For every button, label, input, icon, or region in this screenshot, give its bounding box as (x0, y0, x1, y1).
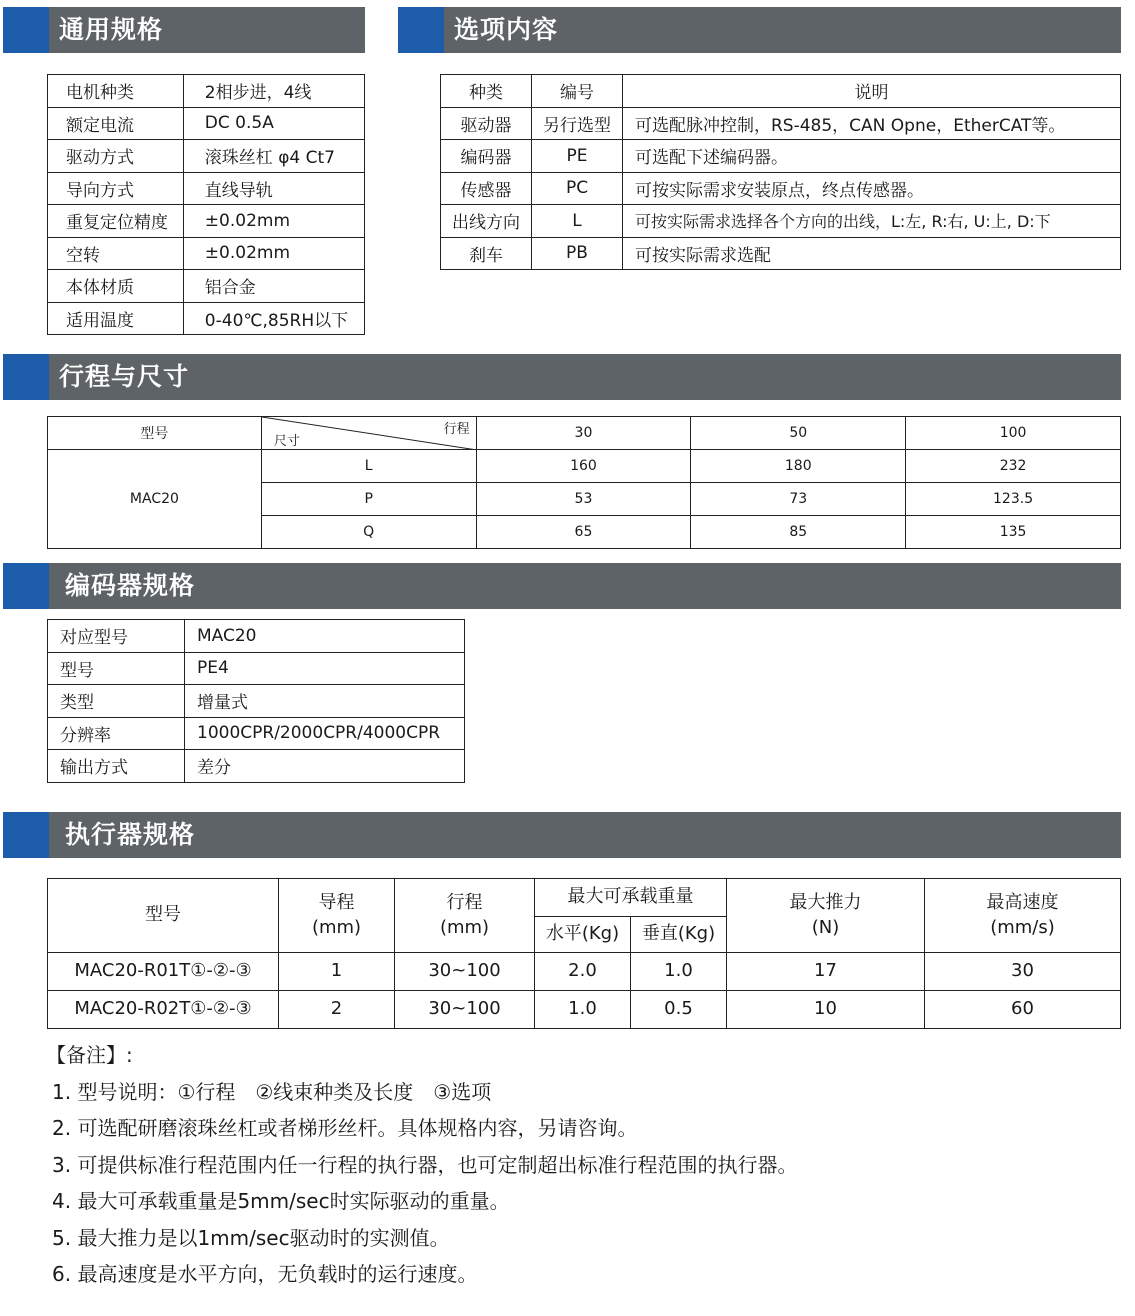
table-row (441, 205, 1121, 238)
column-header: 说明 (623, 75, 1121, 108)
table-row (48, 270, 365, 303)
table-row (48, 205, 365, 238)
section-header-stroke (3, 354, 1121, 400)
section-header-options (398, 7, 1121, 53)
actuator-load-horizontal: 1.0 (535, 991, 631, 1029)
spec-value: PE4 (185, 652, 465, 685)
options-table (440, 74, 1121, 270)
stroke-unit: (mm) (439, 916, 490, 938)
actuator-speed: 60 (925, 991, 1121, 1029)
model-cell: MAC20 (48, 450, 262, 549)
actuator-speed: 30 (925, 953, 1121, 991)
table-row (48, 620, 465, 653)
table-row (48, 652, 465, 685)
actuator-lead: 1 (279, 953, 395, 991)
actuator-lead: 2 (279, 991, 395, 1029)
dimension-value: 180 (691, 450, 906, 483)
stroke-header: 30 (476, 417, 691, 450)
column-header-max-load: 最大可承载重量 (535, 879, 727, 917)
table-row (441, 140, 1121, 173)
actuator-model: MAC20-R02T①-②-③ (48, 991, 279, 1029)
table-row (48, 302, 365, 335)
note-item: 3. 可提供标准行程范围内任一行程的执行器，也可定制超出标准行程范围的执行器。 (52, 1152, 798, 1177)
spec-key: 型号 (48, 652, 185, 685)
option-desc: 可选配脉冲控制，RS-485，CAN Opne，EtherCAT等。 (623, 107, 1121, 140)
table-row (48, 717, 465, 750)
column-header: 种类 (441, 75, 532, 108)
table-row (48, 107, 365, 140)
spec-value: 0-40℃,85RH以下 (183, 302, 364, 335)
header-accent (398, 7, 444, 53)
dimension-value: 123.5 (906, 483, 1121, 516)
column-header-force (727, 879, 925, 953)
note-item: 1. 型号说明：①行程 ②线束种类及长度 ③选项 (52, 1079, 492, 1104)
table-row (48, 237, 365, 270)
table-row (441, 237, 1121, 270)
actuator-spec-table (47, 878, 1121, 1029)
stroke-label: 行程 (446, 892, 483, 914)
spec-key: 对应型号 (48, 620, 185, 653)
option-kind: 刹车 (441, 237, 532, 270)
force-unit: (N) (811, 916, 840, 938)
section-title: 选项内容 (454, 15, 559, 44)
option-desc: 可按实际需求安装原点，终点传感器。 (623, 172, 1121, 205)
table-row (441, 172, 1121, 205)
option-desc: 可按实际需求选配 (623, 237, 1121, 270)
dimension-label: L (261, 450, 476, 483)
table-row (48, 450, 1121, 483)
column-header-model: 型号 (48, 417, 262, 450)
spec-key: 导向方式 (48, 172, 184, 205)
table-row (48, 685, 465, 718)
spec-key: 分辨率 (48, 717, 185, 750)
option-code: 另行选型 (532, 107, 623, 140)
spec-key: 驱动方式 (48, 140, 184, 173)
table-row (48, 750, 465, 783)
actuator-stroke: 30~100 (395, 953, 535, 991)
diag-label-dimension: 尺寸 (273, 434, 300, 449)
spec-value: 2相步进，4线 (183, 75, 364, 108)
note-item: 6. 最高速度是水平方向，无负载时的运行速度。 (52, 1262, 478, 1286)
header-accent (3, 354, 49, 400)
stroke-header: 100 (906, 417, 1121, 450)
column-header-load-horizontal: 水平(Kg) (535, 917, 631, 953)
table-row (48, 953, 1121, 991)
spec-key: 本体材质 (48, 270, 184, 303)
option-code: PB (532, 237, 623, 270)
notes-block (46, 1040, 797, 1296)
speed-unit: (mm/s) (990, 916, 1055, 938)
spec-value: MAC20 (185, 620, 465, 653)
option-kind: 传感器 (441, 172, 532, 205)
spec-value: 滚珠丝杠 φ4 Ct7 (183, 140, 364, 173)
option-kind: 驱动器 (441, 107, 532, 140)
actuator-model: MAC20-R01T①-②-③ (48, 953, 279, 991)
dimension-label: P (261, 483, 476, 516)
header-accent (3, 563, 49, 609)
notes-title: 【备注】: (46, 1043, 133, 1067)
table-row (48, 991, 1121, 1029)
dimension-value: 65 (476, 516, 691, 549)
actuator-load-vertical: 0.5 (631, 991, 727, 1029)
header-accent (3, 7, 49, 53)
spec-key: 类型 (48, 685, 185, 718)
option-code: PC (532, 172, 623, 205)
spec-value: ±0.02mm (183, 205, 364, 238)
stroke-header: 50 (691, 417, 906, 450)
actuator-force: 17 (727, 953, 925, 991)
dimension-value: 73 (691, 483, 906, 516)
column-header-speed (925, 879, 1121, 953)
dimension-value: 135 (906, 516, 1121, 549)
stroke-dimension-table (47, 416, 1121, 549)
option-desc: 可选配下述编码器。 (623, 140, 1121, 173)
option-kind: 编码器 (441, 140, 532, 173)
diagonal-header-cell (261, 417, 476, 450)
table-row (48, 172, 365, 205)
section-title: 通用规格 (59, 15, 164, 44)
spec-value: 差分 (185, 750, 465, 783)
dimension-label: Q (261, 516, 476, 549)
column-header-load-vertical: 垂直(Kg) (631, 917, 727, 953)
dimension-value: 160 (476, 450, 691, 483)
table-row (441, 107, 1121, 140)
table-header-row (441, 75, 1121, 108)
speed-label: 最高速度 (986, 892, 1059, 914)
section-title: 执行器规格 (65, 820, 196, 849)
section-header-encoder (3, 563, 1121, 609)
lead-label: 导程 (318, 892, 355, 914)
note-item: 2. 可选配研磨滚珠丝杠或者梯形丝杆。具体规格内容，另请咨询。 (52, 1116, 638, 1140)
note-item: 5. 最大推力是以1mm/sec驱动时的实测值。 (52, 1225, 450, 1250)
force-label: 最大推力 (789, 892, 862, 914)
spec-key: 空转 (48, 237, 184, 270)
section-header-general (3, 7, 365, 53)
spec-value: ±0.02mm (183, 237, 364, 270)
dimension-value: 232 (906, 450, 1121, 483)
actuator-load-horizontal: 2.0 (535, 953, 631, 991)
spec-value: 直线导轨 (183, 172, 364, 205)
dimension-value: 53 (476, 483, 691, 516)
spec-key: 额定电流 (48, 107, 184, 140)
spec-key: 重复定位精度 (48, 205, 184, 238)
spec-value: 1000CPR/2000CPR/4000CPR (185, 717, 465, 750)
encoder-spec-table (47, 619, 465, 783)
table-header-row (48, 417, 1121, 450)
section-title: 行程与尺寸 (59, 362, 190, 391)
option-kind: 出线方向 (441, 205, 532, 238)
table-header-row (48, 879, 1121, 917)
lead-unit: (mm) (311, 916, 362, 938)
spec-value: 增量式 (185, 685, 465, 718)
option-code: PE (532, 140, 623, 173)
diag-label-stroke: 行程 (443, 422, 470, 437)
table-row (48, 75, 365, 108)
section-title: 编码器规格 (65, 571, 196, 600)
column-header-model: 型号 (48, 879, 279, 953)
section-header-actuator (3, 812, 1121, 858)
spec-key: 适用温度 (48, 302, 184, 335)
actuator-force: 10 (727, 991, 925, 1029)
general-spec-table (47, 74, 365, 335)
option-desc: 可按实际需求选择各个方向的出线，L:左, R:右, U:上, D:下 (623, 205, 1121, 238)
column-header: 编号 (532, 75, 623, 108)
spec-value: 铝合金 (183, 270, 364, 303)
column-header-lead (279, 879, 395, 953)
option-code: L (532, 205, 623, 238)
spec-key: 电机种类 (48, 75, 184, 108)
spec-key: 输出方式 (48, 750, 185, 783)
column-header-stroke (395, 879, 535, 953)
spec-value: DC 0.5A (183, 107, 364, 140)
dimension-value: 85 (691, 516, 906, 549)
note-item: 4. 最大可承载重量是5mm/sec时实际驱动的重量。 (52, 1189, 510, 1213)
header-accent (3, 812, 49, 858)
actuator-stroke: 30~100 (395, 991, 535, 1029)
table-row (48, 140, 365, 173)
actuator-load-vertical: 1.0 (631, 953, 727, 991)
